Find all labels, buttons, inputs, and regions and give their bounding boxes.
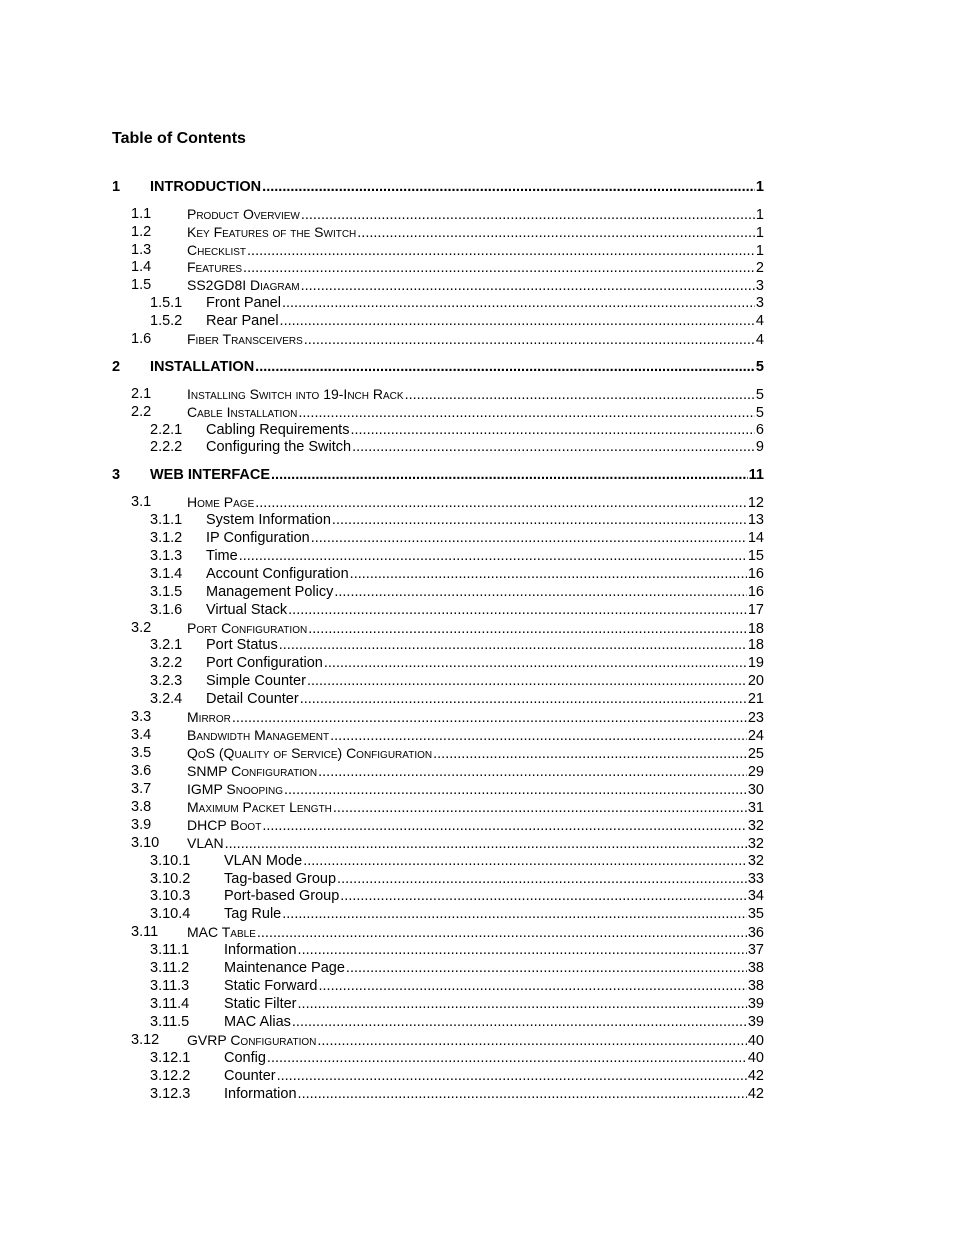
- toc-entry-number: 3.8: [131, 799, 152, 815]
- toc-entry-page: 11: [748, 467, 764, 483]
- toc-entry-label: Front Panel: [206, 295, 281, 311]
- toc-title: Table of Contents: [112, 130, 246, 147]
- toc-entry-number: 1.5.2: [150, 313, 183, 329]
- toc-leader-dots: [232, 709, 747, 727]
- toc-entry-label: Port Status: [206, 637, 278, 653]
- toc-leader-dots: [346, 959, 747, 977]
- toc-entry-page: 17: [747, 602, 764, 618]
- toc-entry-number: 3.12.1: [150, 1050, 191, 1066]
- toc-entry-number: 3.3: [131, 709, 152, 725]
- toc-entry[interactable]: [150, 583, 764, 601]
- toc-leader-dots: [303, 852, 747, 870]
- toc-entry-page: 21: [747, 691, 764, 707]
- toc-entry-number: 3.10.4: [150, 906, 191, 922]
- toc-entry[interactable]: [150, 654, 764, 672]
- toc-entry-label: Cable Installation: [187, 404, 298, 420]
- toc-entry-number: 3.7: [131, 781, 152, 797]
- toc-leader-dots: [255, 358, 755, 376]
- toc-entry[interactable]: [150, 565, 764, 583]
- toc-leader-dots: [257, 924, 747, 942]
- toc-leader-dots: [324, 654, 747, 672]
- toc-entry-label: Home Page: [187, 494, 255, 510]
- toc-entry[interactable]: [131, 258, 764, 276]
- toc-leader-dots: [262, 178, 755, 196]
- toc-entry[interactable]: [131, 241, 764, 259]
- toc-leader-dots: [282, 905, 747, 923]
- toc-entry-page: 18: [747, 621, 764, 637]
- toc-entry-page: 40: [747, 1050, 764, 1066]
- toc-entry-number: 1.1: [131, 206, 152, 222]
- toc-entry[interactable]: [150, 438, 764, 456]
- toc-entry-page: 30: [747, 782, 764, 798]
- toc-entry-page: 42: [747, 1086, 764, 1102]
- toc-entry-label: Rear Panel: [206, 313, 279, 329]
- toc-entry-label: Time: [206, 548, 238, 564]
- toc-entry-page: 42: [747, 1068, 764, 1084]
- toc-leader-dots: [239, 547, 747, 565]
- toc-entry-number: 3.9: [131, 817, 152, 833]
- toc-entry-number: 2.2: [131, 404, 152, 420]
- toc-entry-number: 3.10.1: [150, 853, 191, 869]
- toc-entry-label: Product Overview: [187, 206, 300, 222]
- toc-entry-page: 3: [755, 295, 764, 311]
- toc-entry-number: 3.1.1: [150, 512, 183, 528]
- toc-entry[interactable]: [131, 385, 764, 403]
- toc-entry-label: Checklist: [187, 242, 247, 258]
- toc-entry[interactable]: [150, 511, 764, 529]
- toc-entry-page: 24: [747, 728, 764, 744]
- toc-entry-label: Information: [224, 1086, 297, 1102]
- toc-entry-page: 14: [747, 530, 764, 546]
- toc-entry-number: 3.10.2: [150, 871, 191, 887]
- toc-entry[interactable]: [131, 726, 764, 744]
- toc-leader-dots: [279, 636, 747, 654]
- toc-entry[interactable]: [150, 995, 764, 1013]
- toc-entry[interactable]: [131, 205, 764, 223]
- toc-entry-label: Simple Counter: [206, 673, 306, 689]
- toc-entry-number: 3.1.4: [150, 566, 183, 582]
- toc-entry[interactable]: [131, 744, 764, 762]
- toc-entry-label: IGMP Snooping: [187, 781, 283, 797]
- toc-entry[interactable]: [131, 708, 764, 726]
- toc-entry-number: 3.6: [131, 763, 152, 779]
- toc-entry-page: 3: [755, 278, 764, 294]
- toc-entry-page: 1: [755, 243, 764, 259]
- toc-entry-label: Counter: [224, 1068, 276, 1084]
- toc-entry[interactable]: [150, 959, 764, 977]
- toc-entry[interactable]: [150, 547, 764, 565]
- toc-entry-page: 20: [747, 673, 764, 689]
- toc-entry-number: 1.5.1: [150, 295, 183, 311]
- toc-leader-dots: [317, 1032, 747, 1050]
- toc-entry-label: System Information: [206, 512, 331, 528]
- toc-leader-dots: [318, 977, 746, 995]
- toc-entry[interactable]: [150, 636, 764, 654]
- toc-entry-label: SS2GD8I Diagram: [187, 277, 300, 293]
- toc-entry-page: 32: [747, 818, 764, 834]
- toc-leader-dots: [304, 331, 755, 349]
- toc-entry-label: Cabling Requirements: [206, 422, 350, 438]
- toc-entry[interactable]: [150, 852, 764, 870]
- toc-entry-number: 3.12.3: [150, 1086, 191, 1102]
- toc-leader-dots: [288, 601, 747, 619]
- toc-entry-number: 3.1.5: [150, 584, 183, 600]
- toc-entry-number: 1: [112, 179, 121, 195]
- toc-entry[interactable]: [131, 780, 764, 798]
- toc-entry-label: Key Features of the Switch: [187, 224, 357, 240]
- toc-entry-label: INSTALLATION: [150, 359, 255, 375]
- toc-leader-dots: [340, 887, 747, 905]
- toc-entry[interactable]: [131, 762, 764, 780]
- toc-entry[interactable]: [131, 816, 764, 834]
- toc-entry[interactable]: [112, 178, 764, 196]
- toc-leader-dots: [267, 1049, 747, 1067]
- toc-entry[interactable]: [150, 905, 764, 923]
- toc-leader-dots: [271, 466, 748, 484]
- toc-entry-number: 2.2.1: [150, 422, 183, 438]
- toc-entry-label: Features: [187, 259, 243, 275]
- toc-entry-number: 3.10: [131, 835, 160, 851]
- toc-entry[interactable]: [150, 1013, 764, 1031]
- toc-entry-number: 3.2.2: [150, 655, 183, 671]
- toc-entry-label: IP Configuration: [206, 530, 310, 546]
- toc-entry[interactable]: [112, 466, 764, 484]
- toc-entry-page: 35: [747, 906, 764, 922]
- toc-entry-label: GVRP Configuration: [187, 1032, 317, 1048]
- toc-leader-dots: [333, 799, 747, 817]
- toc-entry-number: 3.4: [131, 727, 152, 743]
- toc-entry-number: 2: [112, 359, 121, 375]
- toc-entry-page: 9: [755, 439, 764, 455]
- toc-entry[interactable]: [150, 294, 764, 312]
- toc-leader-dots: [357, 224, 755, 242]
- toc-entry-page: 19: [747, 655, 764, 671]
- toc-entry-number: 3.1.3: [150, 548, 183, 564]
- toc-entry-page: 25: [747, 746, 764, 762]
- toc-entry-number: 3.12.2: [150, 1068, 191, 1084]
- toc-entry[interactable]: [150, 421, 764, 439]
- toc-entry-label: Detail Counter: [206, 691, 299, 707]
- toc-entry[interactable]: [150, 977, 764, 995]
- toc-entry-label: Configuring the Switch: [206, 439, 352, 455]
- toc-entry-page: 5: [755, 359, 764, 375]
- toc-leader-dots: [337, 870, 747, 888]
- toc-entry[interactable]: [150, 1067, 764, 1085]
- toc-entry-number: 3.1.2: [150, 530, 183, 546]
- toc-entry-label: Account Configuration: [206, 566, 349, 582]
- toc-leader-dots: [330, 727, 747, 745]
- toc-entry[interactable]: [150, 312, 764, 330]
- toc-entry[interactable]: [131, 834, 764, 852]
- toc-entry[interactable]: [150, 887, 764, 905]
- toc-entry-number: 3.11.4: [150, 996, 190, 1012]
- toc-leader-dots: [225, 835, 747, 853]
- toc-leader-dots: [350, 565, 747, 583]
- toc-entry[interactable]: [150, 1049, 764, 1067]
- toc-entry-page: 33: [747, 871, 764, 887]
- toc-entry-number: 3.2.1: [150, 637, 183, 653]
- toc-entry-page: 1: [755, 179, 764, 195]
- toc-leader-dots: [301, 206, 755, 224]
- toc-leader-dots: [318, 763, 747, 781]
- toc-leader-dots: [298, 404, 755, 422]
- toc-leader-dots: [277, 1067, 747, 1085]
- toc-entry-page: 29: [747, 764, 764, 780]
- toc-entry-page: 6: [755, 422, 764, 438]
- toc-entry-number: 1.4: [131, 259, 152, 275]
- toc-entry-page: 15: [747, 548, 764, 564]
- toc-entry-page: 16: [747, 566, 764, 582]
- toc-entry-number: 3.2: [131, 620, 152, 636]
- toc-leader-dots: [433, 745, 747, 763]
- toc-entry-label: Maintenance Page: [224, 960, 345, 976]
- toc-leader-dots: [292, 1013, 747, 1031]
- toc-entry-page: 32: [747, 836, 764, 852]
- toc-entry-page: 2: [755, 260, 764, 276]
- toc-entry-number: 3.2.3: [150, 673, 183, 689]
- toc-entry-label: Mirror: [187, 709, 231, 725]
- toc-entry-number: 3.11.5: [150, 1014, 190, 1030]
- toc-entry-label: Virtual Stack: [206, 602, 288, 618]
- toc-entry-label: Maximum Packet Length: [187, 799, 332, 815]
- toc-entry-page: 34: [747, 888, 764, 904]
- toc-entry-label: Installing Switch into 19-Inch Rack: [187, 386, 404, 402]
- toc-entry[interactable]: [131, 330, 764, 348]
- toc-entry-page: 40: [747, 1033, 764, 1049]
- toc-entry-label: VLAN: [187, 835, 224, 851]
- toc-leader-dots: [311, 529, 747, 547]
- toc-entry-page: 18: [747, 637, 764, 653]
- toc-entry[interactable]: [150, 941, 764, 959]
- toc-entry-number: 3.2.4: [150, 691, 183, 707]
- toc-entry-number: 3.5: [131, 745, 152, 761]
- toc-entry-number: 1.6: [131, 331, 152, 347]
- toc-leader-dots: [298, 1085, 747, 1103]
- toc-entry-number: 3.11.1: [150, 942, 190, 958]
- toc-entry-page: 13: [747, 512, 764, 528]
- toc-entry-label: Static Filter: [224, 996, 297, 1012]
- toc-entry[interactable]: [150, 1085, 764, 1103]
- toc-entry-number: 1.3: [131, 242, 152, 258]
- toc-entry-number: 3.1.6: [150, 602, 183, 618]
- toc-entry[interactable]: [150, 601, 764, 619]
- toc-leader-dots: [334, 583, 747, 601]
- toc-entry-page: 38: [747, 978, 764, 994]
- toc-entry-page: 39: [747, 996, 764, 1012]
- toc-entry[interactable]: [131, 276, 764, 294]
- toc-leader-dots: [243, 259, 755, 277]
- toc-entry-label: Port Configuration: [187, 620, 308, 636]
- toc-entry-page: 39: [747, 1014, 764, 1030]
- toc-entry-number: 1.2: [131, 224, 152, 240]
- toc-entry-page: 4: [755, 313, 764, 329]
- toc-entry-label: Management Policy: [206, 584, 334, 600]
- toc-entry-number: 3.11.2: [150, 960, 190, 976]
- toc-leader-dots: [284, 781, 747, 799]
- toc-entry-page: 37: [747, 942, 764, 958]
- toc-leader-dots: [350, 421, 754, 439]
- toc-entry[interactable]: [131, 798, 764, 816]
- toc-entry-label: QoS (Quality of Service) Configuration: [187, 745, 433, 761]
- toc-entry[interactable]: [131, 1031, 764, 1049]
- toc-entry-number: 3.12: [131, 1032, 160, 1048]
- toc-entry-page: 5: [755, 405, 764, 421]
- toc-entry-page: 5: [755, 387, 764, 403]
- toc-entry-label: Static Forward: [224, 978, 318, 994]
- toc-entry-label: Tag Rule: [224, 906, 282, 922]
- toc-entry-number: 3.1: [131, 494, 152, 510]
- toc-entry-page: 16: [747, 584, 764, 600]
- toc-entry-number: 3: [112, 467, 121, 483]
- toc-leader-dots: [405, 386, 755, 404]
- toc-entry-label: Tag-based Group: [224, 871, 337, 887]
- toc-entry-label: Bandwidth Management: [187, 727, 330, 743]
- toc-entry-label: VLAN Mode: [224, 853, 303, 869]
- toc-leader-dots: [298, 995, 747, 1013]
- toc-entry-label: Fiber Transceivers: [187, 331, 303, 347]
- toc-entry-label: DHCP Boot: [187, 817, 262, 833]
- toc-entry-label: Port Configuration: [206, 655, 323, 671]
- toc-leader-dots: [282, 294, 755, 312]
- toc-entry[interactable]: [131, 493, 764, 511]
- toc-leader-dots: [255, 494, 747, 512]
- toc-leader-dots: [332, 511, 747, 529]
- toc-entry[interactable]: [131, 923, 764, 941]
- toc-entry-number: 1.5: [131, 277, 152, 293]
- toc-entry[interactable]: [131, 223, 764, 241]
- toc-entry[interactable]: [112, 358, 764, 376]
- toc-entry[interactable]: [150, 672, 764, 690]
- toc-entry-label: Port-based Group: [224, 888, 340, 904]
- toc-entry-page: 1: [755, 207, 764, 223]
- toc-entry[interactable]: [131, 403, 764, 421]
- toc-entry-number: 3.11: [131, 924, 159, 940]
- toc-entry-label: MAC Table: [187, 924, 256, 940]
- toc-entry-page: 31: [747, 800, 764, 816]
- toc-entry-page: 12: [747, 495, 764, 511]
- toc-entry-number: 3.10.3: [150, 888, 191, 904]
- toc-entry[interactable]: [150, 690, 764, 708]
- toc-entry-label: INTRODUCTION: [150, 179, 262, 195]
- toc-entry-label: SNMP Configuration: [187, 763, 318, 779]
- toc-entry-page: 32: [747, 853, 764, 869]
- toc-entry-page: 4: [755, 332, 764, 348]
- toc-entry-label: Config: [224, 1050, 266, 1066]
- toc-entry[interactable]: [131, 619, 764, 637]
- toc-entry-page: 1: [755, 225, 764, 241]
- toc-leader-dots: [301, 277, 755, 295]
- toc-entry[interactable]: [150, 529, 764, 547]
- toc-entry-number: 2.2.2: [150, 439, 183, 455]
- toc-leader-dots: [262, 817, 747, 835]
- toc-entry[interactable]: [150, 870, 764, 888]
- toc-leader-dots: [280, 312, 755, 330]
- toc-leader-dots: [300, 690, 747, 708]
- toc-entry-page: 38: [747, 960, 764, 976]
- toc-entry-number: 3.11.3: [150, 978, 190, 994]
- toc-leader-dots: [352, 438, 755, 456]
- toc-leader-dots: [298, 941, 747, 959]
- toc-entry-label: WEB INTERFACE: [150, 467, 271, 483]
- toc-entry-page: 36: [747, 925, 764, 941]
- toc-leader-dots: [307, 672, 747, 690]
- toc-entry-number: 2.1: [131, 386, 152, 402]
- toc-entry-label: Information: [224, 942, 297, 958]
- toc-entry-page: 23: [747, 710, 764, 726]
- toc-entry-label: MAC Alias: [224, 1014, 291, 1030]
